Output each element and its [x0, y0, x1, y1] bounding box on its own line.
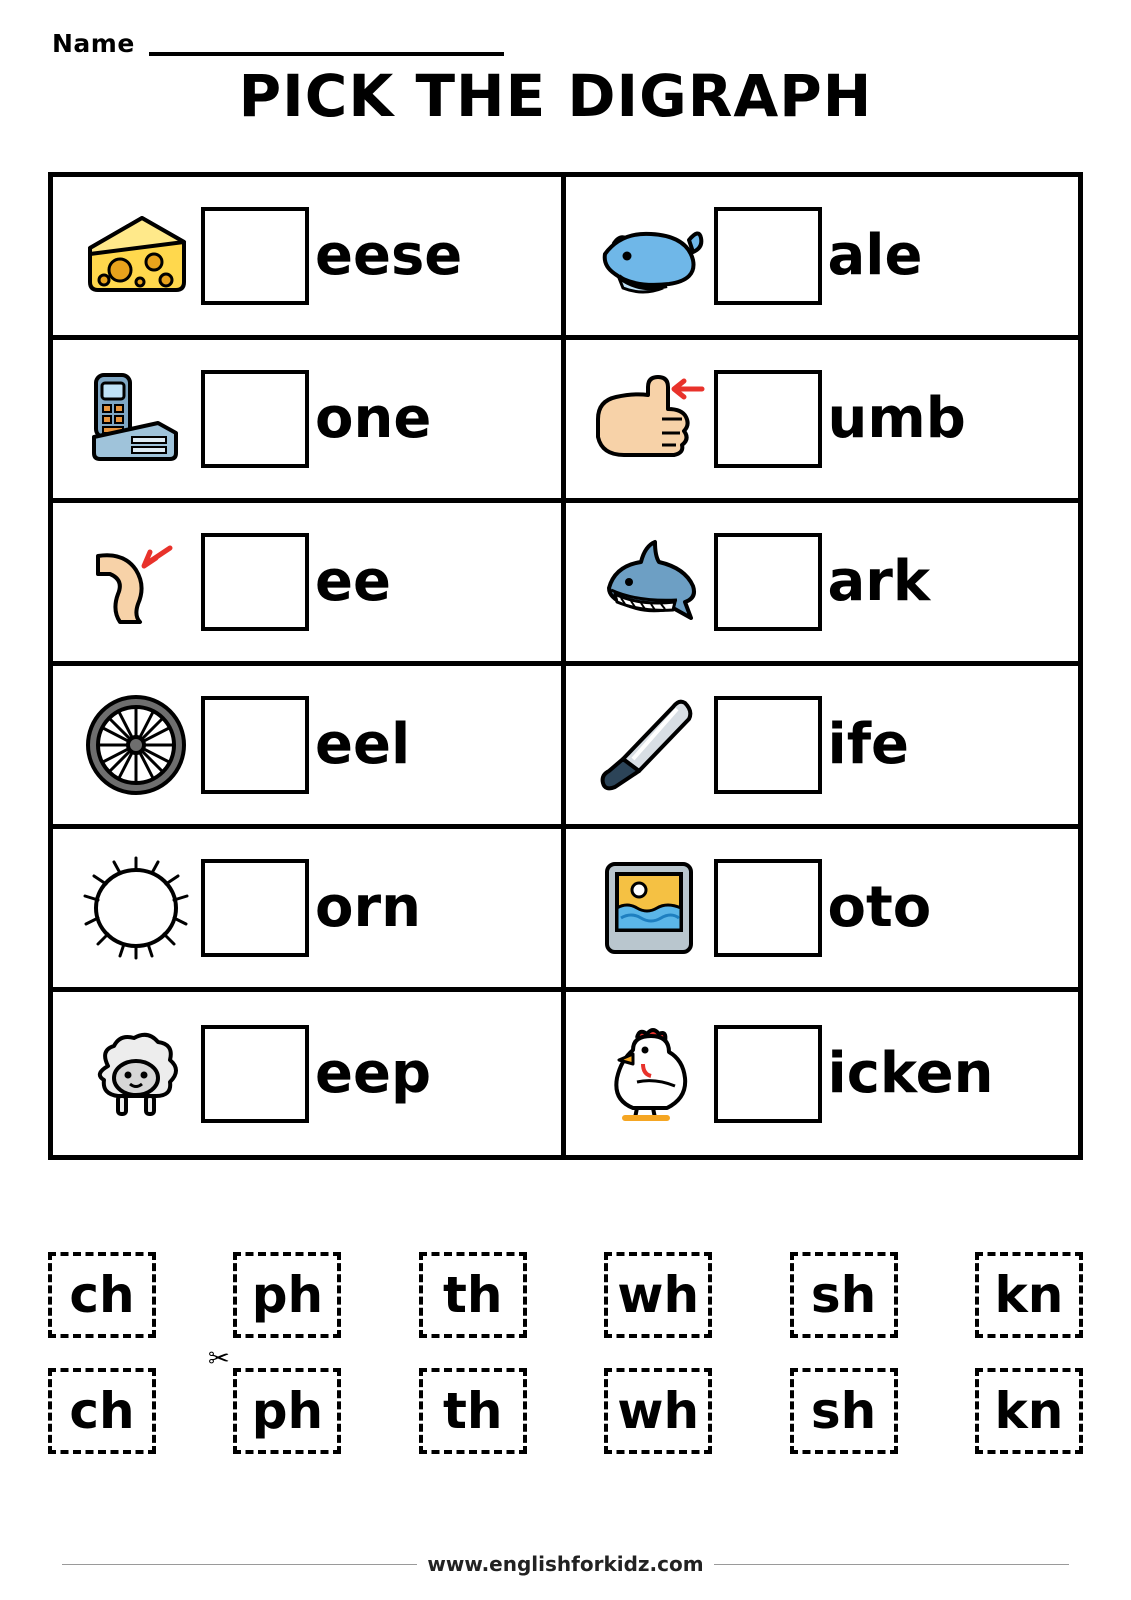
- digraph-tile[interactable]: ph: [233, 1368, 341, 1454]
- worksheet-item: [566, 503, 1079, 661]
- worksheet-item: [566, 340, 1079, 498]
- worksheet-item: [53, 340, 566, 498]
- tile-row-1: [48, 1252, 1083, 1338]
- table-row: [53, 666, 1078, 829]
- digraph-tile[interactable]: ph: [233, 1252, 341, 1338]
- digraph-tile[interactable]: wh: [604, 1368, 712, 1454]
- word-ending: icken: [827, 1040, 994, 1106]
- answer-box[interactable]: [201, 370, 309, 468]
- answer-box[interactable]: [714, 533, 822, 631]
- name-field-row: [0, 0, 1131, 56]
- thorn-wreath-icon: [75, 847, 197, 969]
- whale-icon: [588, 195, 710, 317]
- answer-box[interactable]: [714, 696, 822, 794]
- answer-box[interactable]: [714, 207, 822, 305]
- answer-box[interactable]: [201, 533, 309, 631]
- knee-icon: [75, 521, 197, 643]
- word-ending: eel: [315, 712, 411, 777]
- digraph-tile[interactable]: sh: [790, 1252, 898, 1338]
- digraph-tile[interactable]: sh: [790, 1368, 898, 1454]
- worksheet-table: [48, 172, 1083, 1160]
- shark-icon: [588, 521, 710, 643]
- word-ending: one: [315, 386, 432, 451]
- table-row: [53, 340, 1078, 503]
- footer: [0, 1552, 1131, 1576]
- telephone-icon: [75, 358, 197, 480]
- table-row: [53, 177, 1078, 340]
- digraph-tile[interactable]: wh: [604, 1252, 712, 1338]
- word-ending: eese: [315, 223, 463, 288]
- table-row: [53, 992, 1078, 1155]
- footer-divider-left: [62, 1564, 417, 1565]
- digraph-tile[interactable]: th: [419, 1252, 527, 1338]
- footer-website: www.englishforkidz.com: [427, 1552, 704, 1576]
- worksheet-item: [53, 666, 566, 824]
- scissors-icon: ✂: [208, 1344, 230, 1374]
- thumb-icon: [588, 358, 710, 480]
- answer-box[interactable]: [714, 370, 822, 468]
- word-ending: ife: [827, 712, 910, 777]
- chicken-icon: [588, 1013, 710, 1135]
- word-ending: ee: [315, 549, 391, 614]
- digraph-tile[interactable]: ch: [48, 1252, 156, 1338]
- table-row: [53, 829, 1078, 992]
- word-ending: oto: [827, 875, 932, 940]
- page-title: PICK THE DIGRAPH: [238, 62, 873, 130]
- knife-icon: [588, 684, 710, 806]
- worksheet-item: [566, 177, 1079, 335]
- digraph-tile[interactable]: kn: [975, 1368, 1083, 1454]
- worksheet-item: [566, 992, 1079, 1155]
- worksheet-item: [53, 829, 566, 987]
- answer-box[interactable]: [201, 859, 309, 957]
- worksheet-item: [53, 992, 566, 1155]
- answer-box[interactable]: [201, 207, 309, 305]
- word-ending: ark: [827, 549, 931, 614]
- word-ending: umb: [827, 386, 966, 451]
- digraph-tile[interactable]: ch: [48, 1368, 156, 1454]
- word-ending: eep: [315, 1040, 432, 1106]
- worksheet-item: [566, 829, 1079, 987]
- answer-box[interactable]: [714, 859, 822, 957]
- wheel-icon: [75, 684, 197, 806]
- worksheet-item: [53, 503, 566, 661]
- word-ending: ale: [827, 223, 923, 288]
- name-write-line[interactable]: [149, 50, 504, 56]
- footer-divider-right: [714, 1564, 1069, 1565]
- cheese-icon: [75, 195, 197, 317]
- worksheet-item: [53, 177, 566, 335]
- tile-row-2: [48, 1368, 1083, 1454]
- digraph-tile[interactable]: th: [419, 1368, 527, 1454]
- answer-box[interactable]: [201, 1025, 309, 1123]
- digraph-tiles: [48, 1252, 1083, 1484]
- worksheet-item: [566, 666, 1079, 824]
- table-row: [53, 503, 1078, 666]
- photo-icon: [588, 847, 710, 969]
- answer-box[interactable]: [714, 1025, 822, 1123]
- sheep-icon: [75, 1013, 197, 1135]
- answer-box[interactable]: [201, 696, 309, 794]
- word-ending: orn: [315, 875, 421, 940]
- digraph-tile[interactable]: kn: [975, 1252, 1083, 1338]
- name-label: Name: [52, 29, 135, 58]
